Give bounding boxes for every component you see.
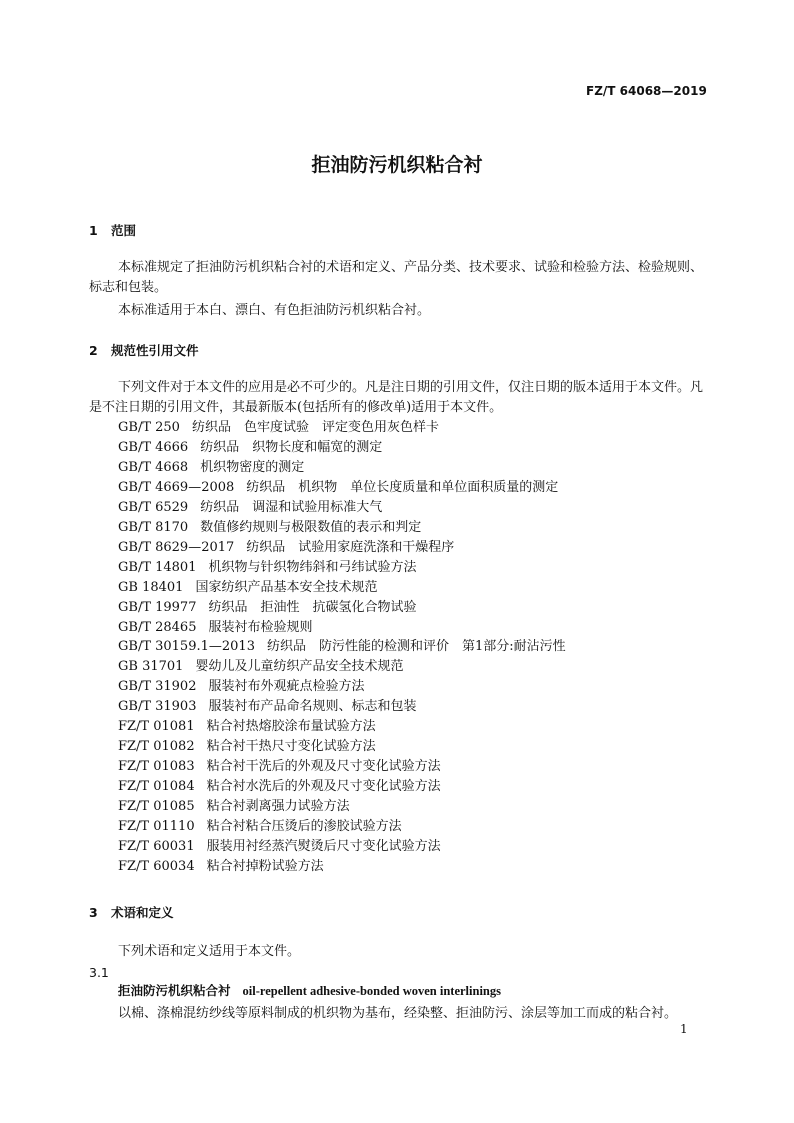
section-title: 范围 (111, 223, 137, 238)
reference-item (118, 697, 566, 717)
document-title: 拒油防污机织粘合衬 (311, 154, 483, 176)
reference-title: 婴幼儿及儿童纺织产品安全技术规范 (195, 659, 404, 675)
reference-title: 纺织品 色牢度试验 评定变色用灰色样卡 (191, 420, 439, 435)
reference-title: 纺织品 拒油性 抗碳氢化合物试验 (208, 599, 417, 615)
reference-title: 国家纺织产品基本安全技术规范 (195, 579, 378, 595)
reference-item (118, 817, 566, 837)
section-2-heading (89, 341, 199, 359)
section-1-heading (89, 221, 136, 239)
reference-item (118, 418, 566, 438)
reference-title: 服装衬布外观疵点检验方法 (208, 679, 365, 695)
reference-list (118, 418, 566, 877)
reference-code: FZ/T 01083 (118, 759, 195, 775)
page-number: 1 (680, 1022, 688, 1036)
reference-code: GB/T 31902 (118, 679, 197, 695)
reference-item (118, 478, 566, 498)
section-number: 2 (89, 343, 98, 358)
section-3-heading (89, 903, 174, 921)
reference-title: 服装用衬经蒸汽熨烫后尺寸变化试验方法 (206, 839, 441, 855)
reference-title: 粘合衬干热尺寸变化试验方法 (206, 739, 376, 755)
reference-code: GB/T 30159.1—2013 (118, 639, 255, 655)
reference-code: GB/T 6529 (118, 499, 189, 515)
reference-code: GB/T 19977 (118, 599, 197, 615)
reference-code: FZ/T 01085 (118, 799, 195, 815)
reference-code: GB/T 14801 (118, 559, 197, 575)
reference-title: 纺织品 调湿和试验用标准大气 (200, 499, 383, 515)
reference-code: GB 18401 (118, 579, 184, 595)
reference-item (118, 797, 566, 817)
reference-title: 粘合衬掉粉试验方法 (206, 858, 324, 874)
section-number: 3 (89, 905, 98, 920)
section-1-paragraph-2: 本标准适用于本白、漂白、有色拒油防污机织粘合衬。 (118, 303, 431, 318)
reference-title: 机织物与针织物纬斜和弓纬试验方法 (208, 559, 417, 575)
reference-item (118, 538, 566, 558)
section-title: 术语和定义 (111, 905, 174, 920)
reference-title: 粘合衬干洗后的外观及尺寸变化试验方法 (206, 759, 441, 775)
reference-title: 粘合衬剥离强力试验方法 (206, 799, 350, 815)
reference-title: 粘合衬水洗后的外观及尺寸变化试验方法 (206, 779, 441, 795)
reference-code: GB 31701 (118, 659, 184, 675)
reference-item (118, 598, 566, 618)
reference-item (118, 777, 566, 797)
reference-item (118, 757, 566, 777)
reference-title: 数值修约规则与极限数值的表示和判定 (200, 519, 422, 535)
section-1-paragraph-1: 本标准规定了拒油防污机织粘合衬的术语和定义、产品分类、技术要求、试验和检验方法、检验规则、标志和包装。 (89, 260, 704, 295)
reference-item (118, 618, 566, 638)
reference-code: GB/T 4668 (118, 459, 189, 475)
reference-code: FZ/T 01084 (118, 779, 195, 795)
reference-item (118, 558, 566, 578)
reference-item (118, 677, 566, 697)
reference-item (118, 717, 566, 737)
section-title: 规范性引用文件 (111, 343, 199, 358)
reference-item (118, 657, 566, 677)
reference-item (118, 438, 566, 458)
reference-title: 服装衬布检验规则 (208, 619, 313, 635)
section-3-intro: 下列术语和定义适用于本文件。 (118, 944, 301, 959)
reference-code: FZ/T 01110 (118, 819, 195, 835)
term-heading (118, 981, 501, 999)
reference-item (118, 857, 566, 877)
reference-code: GB/T 250 (118, 420, 180, 435)
reference-item (118, 578, 566, 598)
reference-item (118, 498, 566, 518)
reference-title: 纺织品 机织物 单位长度质量和单位面积质量的测定 (246, 479, 559, 495)
reference-code: GB/T 28465 (118, 619, 197, 635)
reference-item (118, 518, 566, 538)
reference-item (118, 637, 566, 657)
reference-title: 纺织品 织物长度和幅宽的测定 (200, 439, 383, 455)
reference-title: 服装衬布产品命名规则、标志和包装 (208, 699, 417, 715)
section-number: 1 (89, 223, 98, 238)
reference-title: 纺织品 防污性能的检测和评价 第1部分:耐沾污性 (266, 639, 566, 655)
reference-code: GB/T 8170 (118, 519, 189, 535)
reference-code: FZ/T 60034 (118, 858, 195, 874)
standard-code: FZ/T 64068—2019 (586, 84, 707, 98)
reference-code: GB/T 31903 (118, 699, 197, 715)
reference-code: FZ/T 01081 (118, 719, 195, 735)
reference-title: 粘合衬粘合压烫后的渗胶试验方法 (206, 819, 402, 835)
reference-item (118, 737, 566, 757)
reference-title: 机织物密度的测定 (200, 459, 305, 475)
reference-code: GB/T 8629—2017 (118, 539, 235, 555)
reference-title: 纺织品 试验用家庭洗涤和干燥程序 (246, 539, 455, 555)
reference-code: FZ/T 01082 (118, 739, 195, 755)
reference-item (118, 837, 566, 857)
reference-title: 粘合衬热熔胶涂布量试验方法 (206, 719, 376, 735)
reference-code: FZ/T 60031 (118, 839, 195, 855)
term-number: 3.1 (89, 965, 109, 980)
section-2-intro: 下列文件对于本文件的应用是必不可少的。凡是注日期的引用文件，仅注日期的版本适用于本文件。凡是不注日期的引用文件，其最新版本(包括所有的修改单)适用于本文件。 (89, 380, 704, 415)
reference-item (118, 458, 566, 478)
reference-code: GB/T 4669—2008 (118, 479, 235, 495)
term-chinese: 拒油防污机织粘合衬 (118, 983, 231, 998)
term-definition: 以棉、涤棉混纺纱线等原料制成的机织物为基布，经染整、拒油防污、涂层等加工而成的粘合衬。 (118, 1006, 678, 1021)
reference-code: GB/T 4666 (118, 439, 189, 455)
term-english: oil-repellent adhesive-bonded woven interlinings (242, 984, 501, 998)
